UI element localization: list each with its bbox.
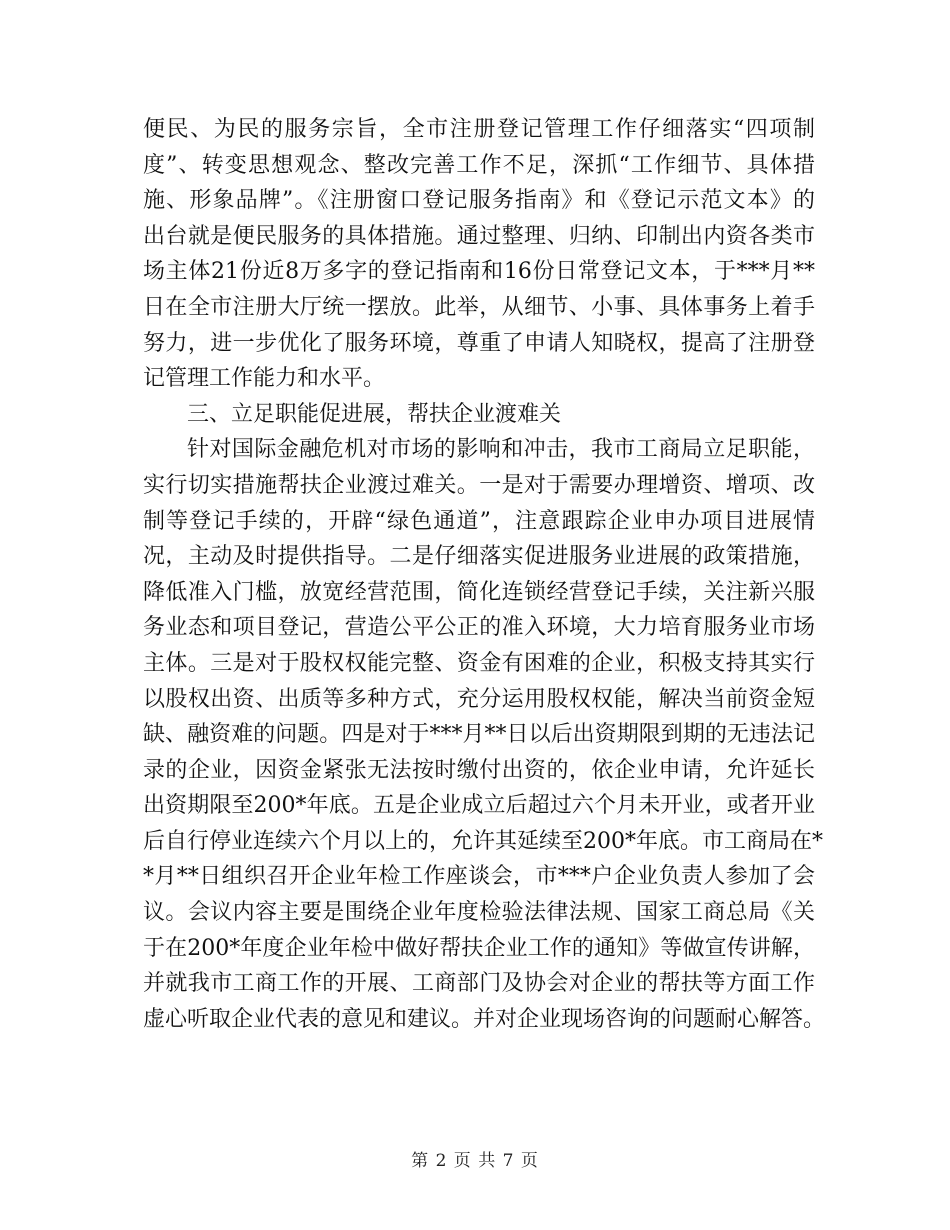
text-line: 主体。三是对于股权权能完整、资金有困难的企业，积极支持其实行 <box>143 650 815 676</box>
text-line: 并就我市工商工作的开展、工商部门及协会对企业的帮扶等方面工作 <box>143 971 815 997</box>
text-line: 缺、融资难的问题。四是对于***月**日以后出资期限到期的无违法记 <box>143 722 815 748</box>
text-line: 务业态和项目登记，营造公平公正的准入环境，大力培育服务业市场 <box>143 615 815 641</box>
text-line: 出资期限至200*年底。五是企业成立后超过六个月未开业，或者开业 <box>143 793 815 819</box>
text-line: 出台就是便民服务的具体措施。通过整理、归纳、印制出内资各类市 <box>143 223 815 249</box>
text-line: *月**日组织召开企业年检工作座谈会，市***户企业负责人参加了会 <box>143 864 815 890</box>
text-line: 日在全市注册大厅统一摆放。此举，从细节、小事、具体事务上着手 <box>143 294 815 320</box>
section-heading: 三、立足职能促进展，帮扶企业渡难关 <box>187 401 562 427</box>
text-line: 虚心听取企业代表的意见和建议。并对企业现场咨询的问题耐心解答。 <box>143 1006 826 1032</box>
text-line: 努力，进一步优化了服务环境，尊重了申请人知晓权，提高了注册登 <box>143 330 815 356</box>
text-line: 以股权出资、出质等多种方式，充分运用股权权能，解决当前资金短 <box>143 686 815 712</box>
text-line: 记管理工作能力和水平。 <box>143 366 386 392</box>
text-line: 后自行停业连续六个月以上的，允许其延续至200*年底。市工商局在* <box>143 828 823 854</box>
text-line: 制等登记手续的，开辟“绿色通道”，注意跟踪企业申办项目进展情 <box>143 508 815 534</box>
text-line: 施、形象品牌”。《注册窗口登记服务指南》和《登记示范文本》的 <box>143 188 815 214</box>
text-line: 降低准入门槛，放宽经营范围，简化连锁经营登记手续，关注新兴服 <box>143 579 815 605</box>
text-line: 况，主动及时提供指导。二是仔细落实促进服务业进展的政策措施， <box>143 544 815 570</box>
text-line: 于在200*年度企业年检中做好帮扶企业工作的通知》等做宣传讲解， <box>143 935 815 961</box>
page-number-footer: 第 2 页 共 7 页 <box>411 1151 539 1171</box>
text-line: 议。会议内容主要是围绕企业年度检验法律法规、国家工商总局《关 <box>143 900 815 926</box>
text-line: 录的企业，因资金紧张无法按时缴付出资的，依企业申请，允许延长 <box>143 757 815 783</box>
text-line: 实行切实措施帮扶企业渡过难关。一是对于需要办理增资、增项、改 <box>143 472 815 498</box>
body-text <box>143 112 826 1037</box>
text-line: 度”、转变思想观念、整改完善工作不足，深抓“工作细节、具体措 <box>143 152 815 178</box>
paragraph-first-line: 针对国际金融危机对市场的影响和冲击，我市工商局立足职能， <box>187 437 815 463</box>
text-line: 便民、为民的服务宗旨，全市注册登记管理工作仔细落实“四项制 <box>143 117 815 142</box>
text-line: 场主体21份近8万多字的登记指南和16份日常登记文本，于***月** <box>143 259 815 285</box>
